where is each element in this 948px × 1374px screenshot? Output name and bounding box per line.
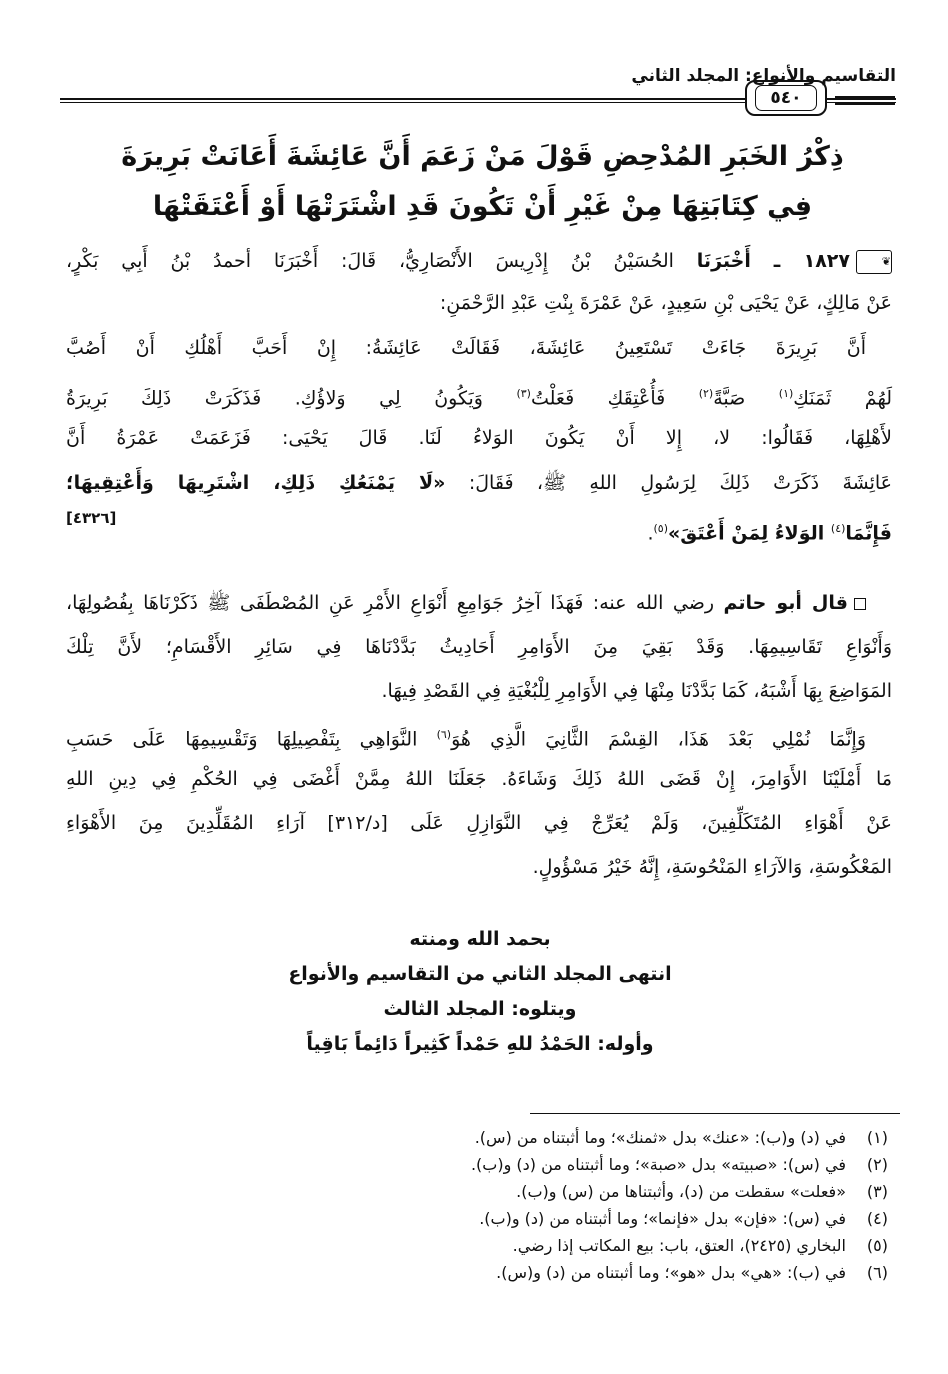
closing-line: ويتلوه: المجلد الثالث: [383, 998, 577, 1020]
footnote-text: في (س): «فإن» بدل «فإنما»؛ وما أثبتناه من (د) و(ب).: [479, 1209, 846, 1228]
footnote: [471, 1205, 888, 1232]
footnote: [471, 1259, 888, 1286]
footnote: [471, 1232, 888, 1259]
text-line: [66, 326, 892, 371]
chapter-title: [70, 132, 895, 232]
footnote-marker[interactable]: (٥): [653, 522, 668, 535]
footnote-number: (٢): [866, 1155, 888, 1174]
text-segment: لأَهْلِهَا، فَقَالُوا: لا، إِلا أَنْ يَكُونَ الوَلاءُ لَنَا. قَالَ يَحْيَى: فَزَعَمَتْ عَمْرَةُ أَنَّ: [66, 427, 892, 449]
footnote-number: (٣): [866, 1182, 888, 1201]
text-line: [66, 669, 892, 713]
footnote-text: في (س): «صبيته» بدل «صبة»؛ وما أثبتناه من (د) و(ب).: [470, 1155, 846, 1174]
footnote-text: في (ب): «هي» بدل «هو»؛ وما أثبتناه من (د) و(س).: [496, 1263, 846, 1282]
text-segment: فَأُعْتِقَكِ فَعَلْتُ: [530, 387, 699, 410]
footnote-text: «فعلت» سقطت من (د)، وأثبتناها من (س) و(ب).: [516, 1182, 846, 1201]
text-line: [66, 416, 892, 461]
chapter-title-line: فِي كِتَابَتِهَا مِنْ غَيْرِ أَنْ تَكُونَ قَدِ اشْتَرَتْهَا أَوْ أَعْتَقَتْهَا: [152, 191, 813, 222]
footnote-marker[interactable]: (١): [778, 387, 794, 400]
text-segment: صَبَّةً: [713, 387, 779, 410]
text-line: [66, 282, 892, 324]
footnote: [471, 1124, 888, 1151]
running-title: التقاسيم والأنواع: المجلد الثاني: [631, 66, 896, 86]
footnote-marker[interactable]: (٤): [830, 522, 846, 535]
footnote-marker[interactable]: (٣): [516, 387, 531, 400]
footnotes: [471, 1124, 888, 1286]
footnote-text: في (د) و(ب): «عنك» بدل «ثمنك»؛ وما أثبتناه من (س).: [474, 1128, 846, 1147]
text-segment: المَوَاضِعَ بِهَا أَشْبَهُ، كَمَا بَدَّدْنَا مِنْهَا فِي الأَوَامِرِ لِلْبُغْيَةِ فِي القَصْدِ فِيهَا.: [381, 680, 892, 702]
hadith-isnad: [66, 240, 892, 324]
bold-text: فَإِنَّمَا: [845, 522, 892, 545]
text-segment: وَإِنَّمَا نُمْلِي بَعْدَ هَذَا، القِسْمَ الثَّانِيَ الَّذِي هُوَ: [451, 728, 866, 751]
footnote-marker[interactable]: (٢): [698, 387, 714, 400]
hadith-reference: [٤٣٢٦]: [66, 509, 117, 527]
bold-text: قال أبو حاتم: [723, 592, 848, 614]
text-line: [66, 240, 892, 282]
text-segment: المَعْكُوسَةِ، وَالآرَاءِ المَنْحُوسَةِ، إِنَّهُ خَيْرُ مَسْؤُولٍ.: [532, 856, 892, 878]
hadith-seal-icon: ❦: [856, 250, 892, 274]
text-line: [66, 625, 892, 669]
footnote: [471, 1151, 888, 1178]
footnote-number: (٤): [866, 1209, 888, 1228]
footnote: [471, 1178, 888, 1205]
text-segment: عَنْ مَالِكٍ، عَنْ يَحْيَى بْنِ سَعِيدٍ، عَنْ عَمْرَةَ بِنْتِ عَبْدِ الرَّحْمَنِ:: [439, 292, 892, 314]
text-segment: .: [647, 522, 654, 545]
text-segment: النَّوَاهِي بِتَفْصِيلِهَا وَتَقْسِيمِهَا عَلَى حَسَبِ: [66, 728, 437, 751]
text-line: [66, 713, 892, 757]
closing-line: انتهى المجلد الثاني من التقاسيم والأنواع: [288, 963, 672, 985]
text-segment: وَأَنْوَاعِ تَقَاسِيمِهَا. وَقَدْ بَقِيَ مِنَ الأَوَامِرِ أَحَادِيثُ بَدَّدْنَاهَا فِي سَائِرِ الأَقْسَامِ؛ لأَنَّ تِلْكَ: [66, 636, 892, 658]
bold-text: أَخْبَرَنَا: [696, 250, 751, 272]
text-segment: وَيَكُونُ لِي وَلاؤُكِ. فَذَكَرَتْ ذَلِكَ بَرِيرَةُ: [66, 387, 517, 410]
footnote-rule: [530, 1113, 900, 1114]
text-line: [66, 506, 892, 551]
text-line: [66, 371, 892, 416]
footnote-marker[interactable]: (٦): [436, 728, 452, 741]
bold-text: «لَا يَمْنَعُكِ ذَلِكِ، اشْتَرِيهَا وَأَعْتِقِيهَا؛: [66, 472, 446, 494]
text-line: [66, 581, 892, 625]
text-segment: الحُسَيْنُ بْنُ إِدْرِيسَ الأَنْصَارِيُّ، قَالَ: أَخْبَرَنَا أحمدُ بْنُ أَبِي بَكْرٍ،: [66, 250, 697, 272]
chapter-title-line: ذِكْرُ الخَبَرِ المُدْحِضِ قَوْلَ مَنْ زَعَمَ أَنَّ عَائِشَةَ أَعَانَتْ بَرِيرَةَ: [121, 141, 844, 172]
page-number: ٥٤٠: [755, 85, 816, 111]
text-line: [66, 801, 892, 845]
text-segment: مَا أَمْلَيْنَا الأَوَامِرَ، إِنْ قَضَى اللهُ ذَلِكَ وَشَاءَهُ. جَعَلَنَا اللهُ مِمَّنْ أَغْضَى فِي الحُكْمِ فِي دِينِ اللهِ: [66, 768, 892, 790]
text-segment: عَائِشَةَ ذَكَرَتْ ذَلِكَ لِرَسُولِ اللهِ ﷺ، فَقَالَ:: [445, 472, 892, 494]
text-line: [66, 757, 892, 801]
footnote-number: (٥): [866, 1236, 888, 1255]
closing-line: وأوله: الحَمْدُ للهِ حَمْداً كَثِيراً دَائِماً بَاقِياً: [306, 1033, 654, 1055]
hadith-number: ١٨٢٧ ـ: [773, 250, 850, 272]
commentary: [66, 581, 892, 889]
footnote-number: (٦): [866, 1263, 888, 1282]
header-rule-left: [835, 96, 895, 105]
page-header: [60, 58, 896, 108]
bold-text: الوَلاءُ لِمَنْ أَعْتَقَ»: [668, 522, 831, 545]
volume-closing: [200, 922, 760, 1062]
text-segment: رضي الله عنه: فَهَذَا آخِرُ جَوَامِعِ أَنْوَاعِ الأَمْرِ عَنِ المُصْطَفَى ﷺ ذَكَرْنَاهَا بِفُصُولِهَا،: [66, 592, 724, 614]
footnote-text: البخاري (٢٤٢٥)، العتق، باب: بيع المكاتب إذا رضي.: [512, 1236, 846, 1255]
hadith-matn: [66, 326, 892, 551]
text-segment: لَهُمْ ثَمَنَكِ: [793, 387, 893, 410]
closing-line: بحمد الله ومنته: [409, 928, 551, 950]
section-square-icon: [854, 598, 866, 610]
footnote-number: (١): [866, 1128, 888, 1147]
text-segment: أَنَّ بَرِيرَةَ جَاءَتْ تَسْتَعِينُ عَائِشَةَ، فَقَالَتْ عَائِشَةُ: إِنْ أَحَبَّ أَهْلُكِ أَنْ أَصُبَّ: [66, 337, 866, 359]
text-line: [66, 461, 892, 506]
text-segment: عَنْ أَهْوَاءِ المُتَكَلِّفِينَ، وَلَمْ يُعَرِّجْ فِي النَّوَازِلِ عَلَى [د/٣١٢] آرَاءِ المُقَلِّدِينَ مِنَ الأَهْوَاءِ: [66, 812, 892, 834]
text-line: [66, 845, 892, 889]
